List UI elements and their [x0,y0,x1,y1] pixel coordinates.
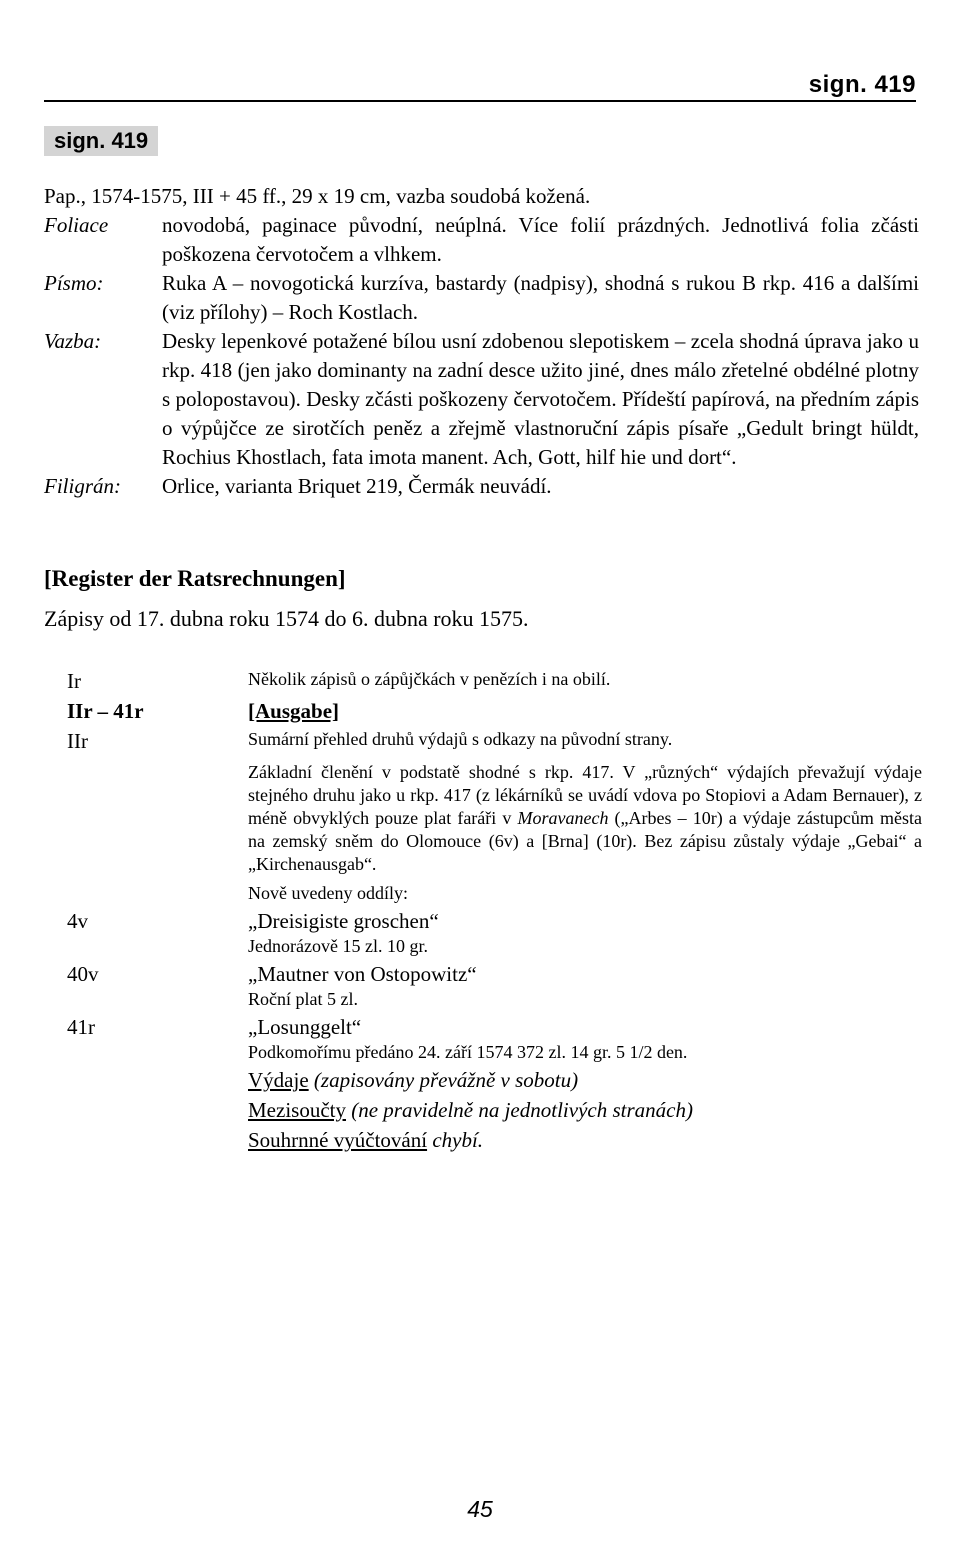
entry-row [67,961,922,1011]
entry-ref-empty [67,1127,248,1154]
entry-row [67,1097,922,1124]
entry-ref: IIr – 41r [67,699,144,723]
entry-ref-empty [67,1097,248,1124]
manuscript-description [44,182,919,501]
entry-ref-empty [67,761,248,876]
entry-text: Několik zápisů o zápůjčkách v penězích i na obilí. [248,669,611,689]
running-head: sign. 419 [808,71,916,98]
entry-row [67,728,922,755]
entry-row [67,1067,922,1094]
entry-block [248,1014,922,1064]
entry-row [67,668,922,695]
description-text: Orlice, varianta Briquet 219, Čermák neuvádí. [162,474,552,498]
description-row-pismo [44,269,919,327]
entry-row [67,1014,922,1064]
description-label: Filigrán: [44,474,121,498]
entry-ref: 40v [67,962,99,986]
entry-row [67,908,922,958]
intro-line: Pap., 1574-1575, III + 45 ff., 29 x 19 cm, vazba soudobá kožená. [44,184,591,208]
entry-ref-empty [67,1067,248,1094]
description-label: Písmo: [44,271,104,295]
summary-note: (zapisovány převážně v sobotu) [308,1068,579,1092]
description-label: Vazba: [44,329,102,353]
entry-title: „Losunggelt“ [248,1015,362,1039]
entry-ref: 4v [67,909,88,933]
header-rule [44,100,916,102]
section-title: [Register der Ratsrechnungen] [44,566,346,591]
entry-title: „Mautner von Ostopowitz“ [248,962,477,986]
description-text: Desky lepenkové potažené bílou usní zdobenou slepotiskem – zcela shodná úprava jako u rkp. 418 (jen jako dominanty na zadní desce užito jiné, dnes málo zřetelné obdélné plotny s polopostavou). Desky zčásti poškozeny červotočem. Přídeští papírová, na předním zápis o výpůjčce ze sirotčích peněz a zřejmě vlastnoruční zápis písaře „Gedult bringt hüldt, Rochius Khostlach, fata imota manent. Ach, Gott, hilf hie und dort“. [162,329,919,469]
paragraph-text: Základní členění v podstatě shodné s rkp. 417. V „různých“ výdajích převažují výdaje stejného druhu jako u rkp. 417 (z lékárníků se uvádí vdova po Stopiovi a Adam Bernauer), z méně obvyklých pouze plat faráři v [248,762,922,828]
signature-label: sign. 419 [44,126,158,156]
entries-list [67,668,922,1157]
description-text: novodobá, paginace původní, neúplná. Více folií prázdných. Jednotlivá folia zčásti poškozena červotočem a vlhkem. [162,213,919,266]
description-row-foliace [44,211,919,269]
page-number: 45 [467,1496,493,1522]
entry-note: Roční plat 5 zl. [248,989,358,1009]
summary-term: Mezisoučty [248,1098,346,1122]
summary-term: Výdaje [248,1068,309,1092]
entry-ref: IIr [67,729,88,753]
entry-row [67,698,922,725]
entry-text: Nově uvedeny oddíly: [248,883,408,903]
entry-title: „Dreisigiste groschen“ [248,909,439,933]
description-text: Ruka A – novogotická kurzíva, bastardy (nadpisy), shodná s rukou B rkp. 416 a dalšími (viz přílohy) – Roch Kostlach. [162,271,919,324]
entry-text: Sumární přehled druhů výdajů s odkazy na původní strany. [248,729,673,749]
description-row-filigran [44,472,919,501]
entry-heading: [Ausgabe] [248,699,340,723]
description-label: Foliace [44,213,109,237]
paragraph-italic: Moravanech [517,808,609,828]
entry-block [248,908,922,958]
entry-ref-empty [67,882,248,905]
summary-note: (ne pravidelně na jednotlivých stranách) [345,1098,693,1122]
entry-ref: 41r [67,1015,95,1039]
entry-row [67,882,922,905]
entry-note: Podkomořímu předáno 24. září 1574 372 zl. 14 gr. 5 1/2 den. [248,1042,688,1062]
paragraph-text: („Arbes – 10r) a výdaje zástupcům města na zemský sněm do Olomouce (6v) a [Brna] (10r). Bez zápisu zůstaly výdaje „Gebai“ a „Kirchenausgab“. [248,808,923,874]
entry-block [248,961,922,1011]
summary-line [248,1067,922,1094]
summary-line [248,1127,922,1154]
summary-note: chybí. [427,1128,484,1152]
summary-term: Souhrnné vyúčtování [248,1128,428,1152]
entry-row [67,1127,922,1154]
description-row-vazba [44,327,919,472]
summary-line [248,1097,922,1124]
entry-row [67,761,922,876]
entry-paragraph [248,761,922,876]
entry-note: Jednorázově 15 zl. 10 gr. [248,936,428,956]
entry-ref: Ir [67,669,81,693]
section-subtitle: Zápisy od 17. dubna roku 1574 do 6. dubna roku 1575. [44,606,529,631]
